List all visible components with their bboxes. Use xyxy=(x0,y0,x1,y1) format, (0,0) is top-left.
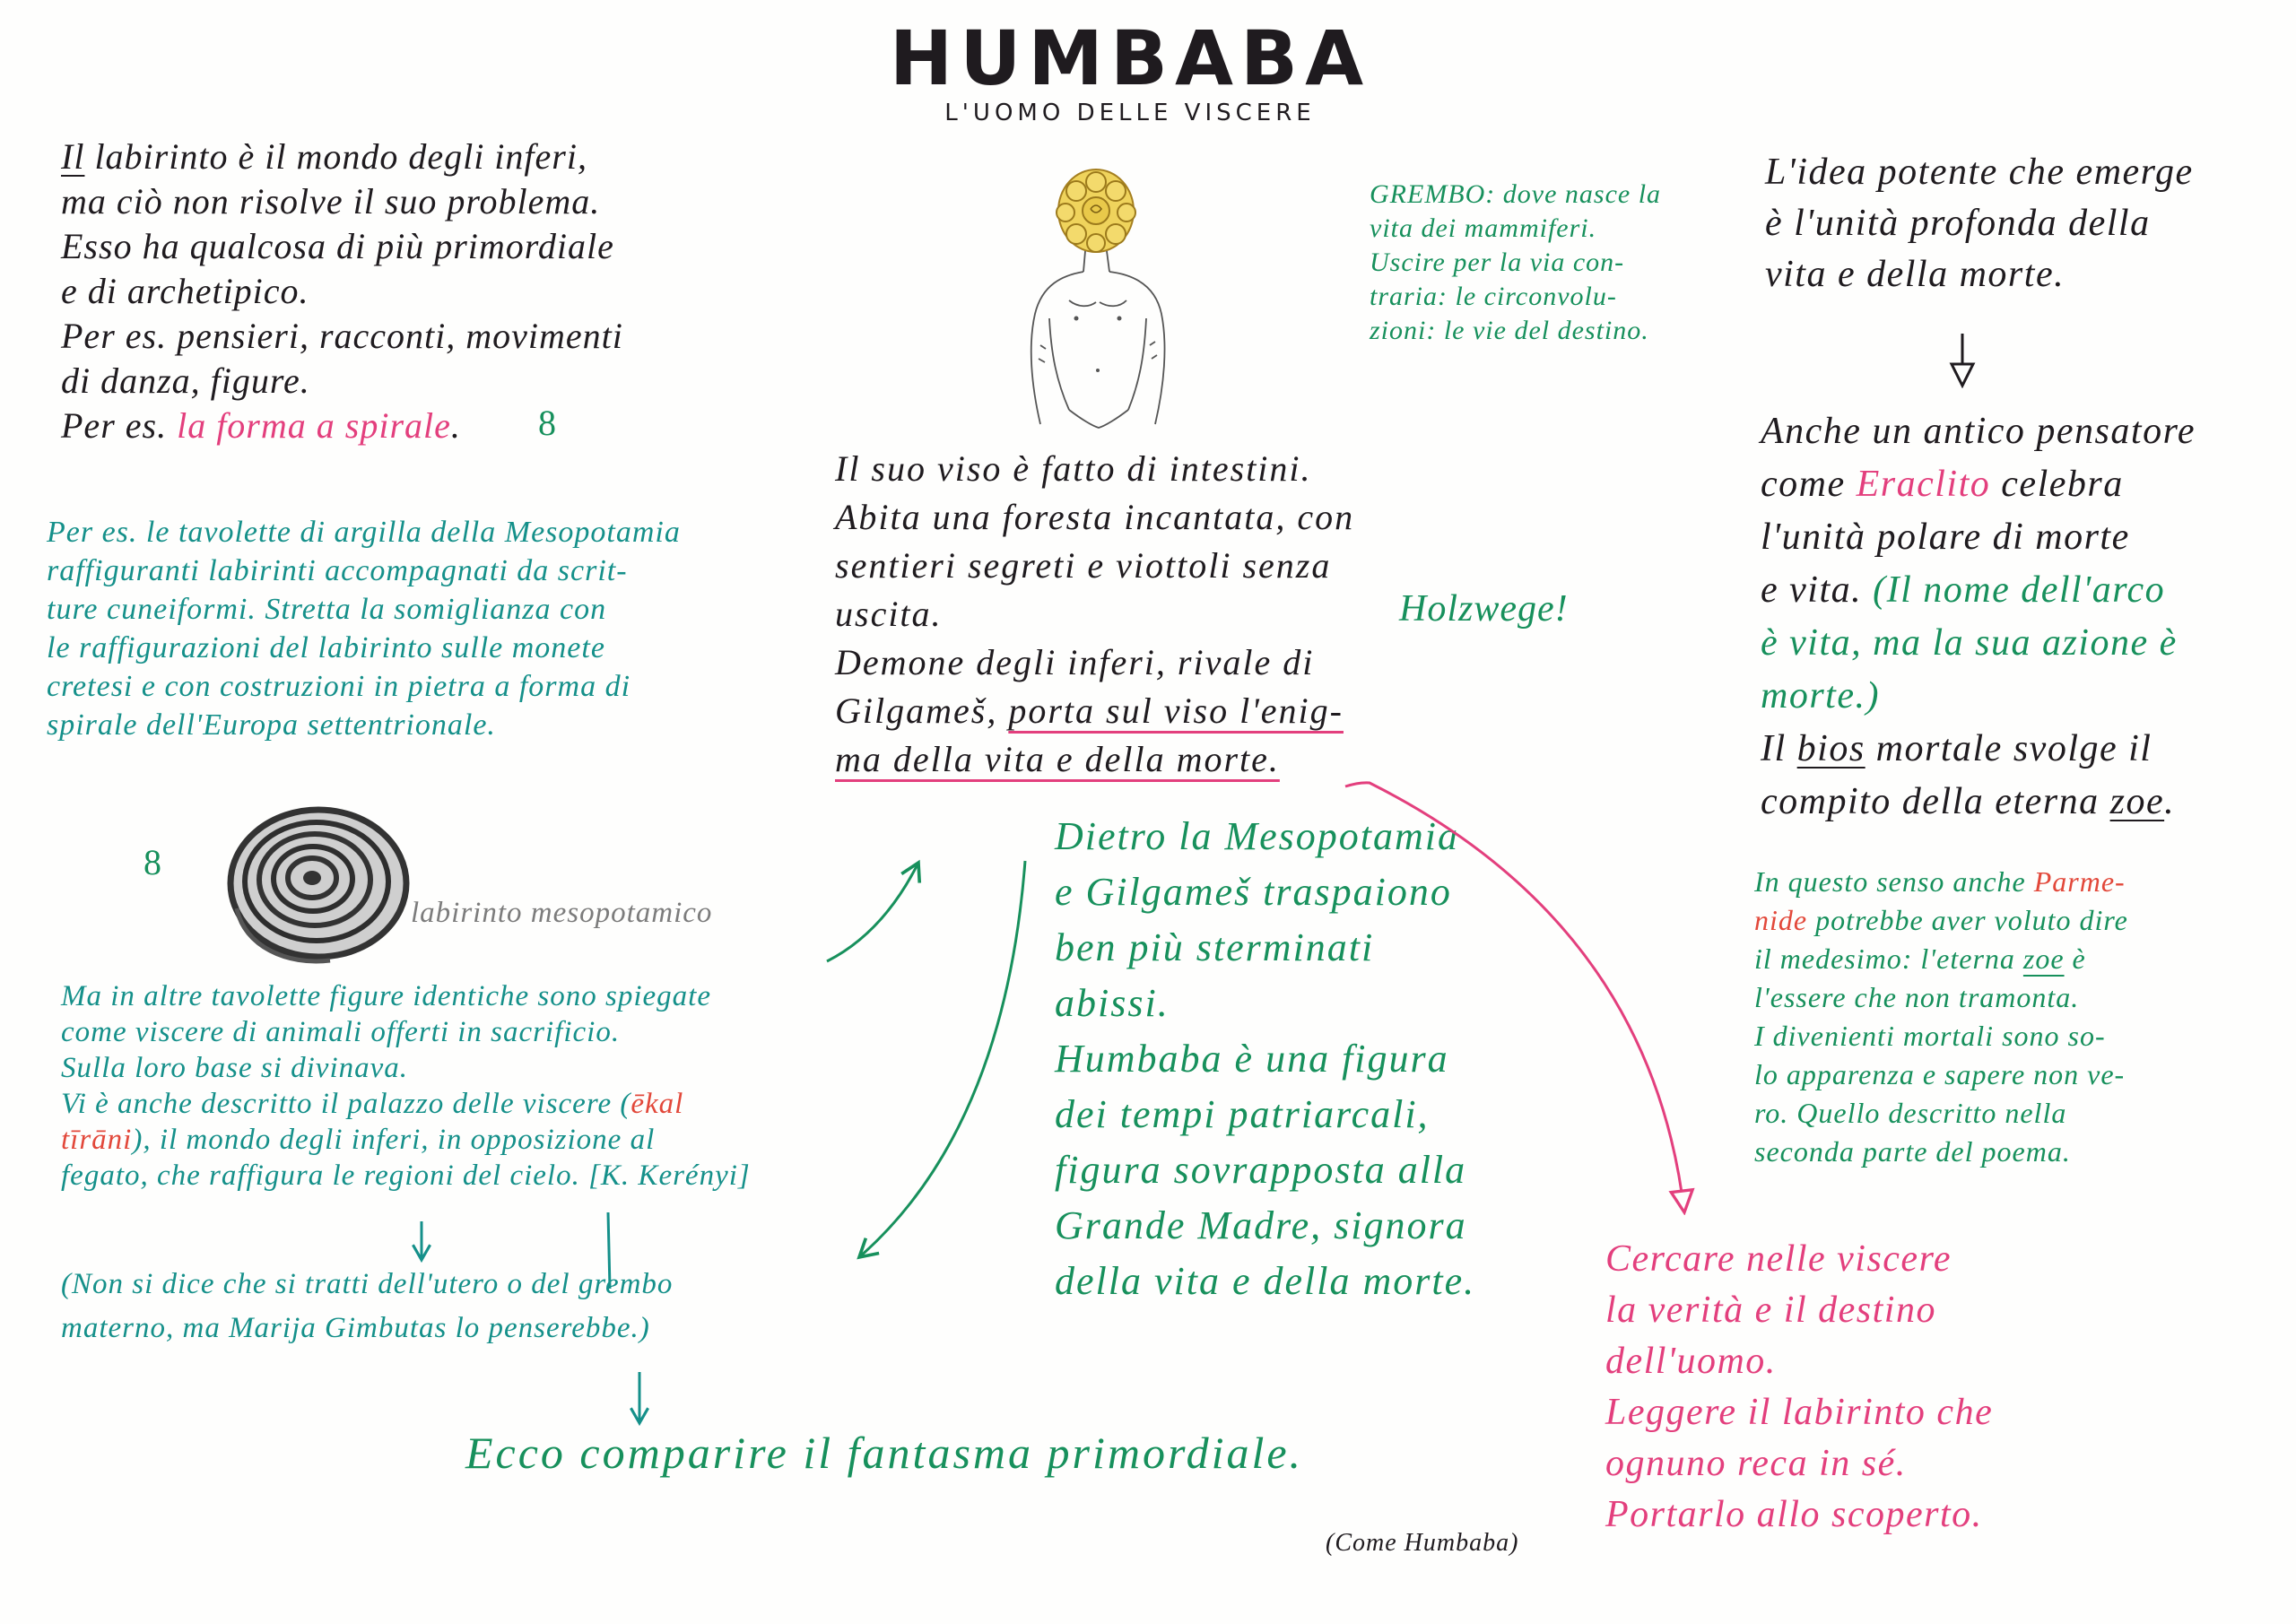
tablets-line xyxy=(47,667,681,706)
tablets-line xyxy=(47,590,681,629)
womb-text: vita dei mammiferi. xyxy=(1370,213,1597,243)
viscera-text: Sulla loro base si divinava. xyxy=(61,1052,409,1084)
unity-line xyxy=(1765,147,2194,198)
heraclitus-text: bios xyxy=(1796,728,1866,769)
heraclitus-text: . xyxy=(2164,781,2176,822)
intro-text: Esso ha qualcosa di più primordiale xyxy=(61,226,614,266)
life-death-unity-note xyxy=(1765,147,2194,300)
parmenides-line xyxy=(1754,1055,2128,1094)
tablets-text: raffiguranti labirinti accompagnati da scrit- xyxy=(47,554,628,587)
heraclitus-text: Il xyxy=(1761,728,1797,769)
parmenides-text: seconda parte del poema. xyxy=(1754,1135,2071,1168)
viscera-text: Vi è anche descritto il palazzo delle viscere ( xyxy=(61,1088,631,1120)
arrow-to-face-note xyxy=(827,863,918,961)
viscera-line xyxy=(61,978,751,1014)
intro-text: Il xyxy=(61,136,85,177)
parmenides-text: lo apparenza e sapere non ve- xyxy=(1754,1058,2126,1090)
abyss-text: dei tempi patriarcali, xyxy=(1055,1092,1430,1136)
intro-text: labirinto è il mondo degli inferi, xyxy=(84,136,587,177)
parmenides-line xyxy=(1754,1017,2128,1055)
parmenides-line xyxy=(1754,978,2128,1017)
phantom-line xyxy=(465,1426,1303,1480)
heraclitus-text: compito della eterna xyxy=(1761,781,2110,822)
intro-line xyxy=(61,314,623,359)
search-line xyxy=(1605,1438,1993,1489)
parmenides-text: Parme- xyxy=(2033,865,2126,898)
face-text: uscita. xyxy=(835,594,943,634)
face-line xyxy=(835,445,1354,493)
heraclitus-line xyxy=(1761,511,2196,564)
abyss-line xyxy=(1055,920,1475,976)
abyss-text: e Gilgameš traspaiono xyxy=(1055,870,1452,914)
abyss-text: figura sovrapposta alla xyxy=(1055,1148,1467,1192)
gimbutas-line xyxy=(61,1263,673,1307)
page-title: HUMBABA xyxy=(889,14,1371,102)
unity-text: è l'unità profonda della xyxy=(1765,203,2151,244)
heraclitus-text: (Il nome dell'arco xyxy=(1873,569,2166,611)
abyss-text: ben più sterminati xyxy=(1055,925,1375,969)
search-viscera-note xyxy=(1605,1234,1993,1541)
viscera-text: tīrāni xyxy=(61,1124,133,1156)
search-text: dell'uomo. xyxy=(1605,1341,1777,1382)
heraclitus-line xyxy=(1761,723,2196,776)
parmenides-line xyxy=(1754,863,2128,901)
page-subtitle: L'UOMO DELLE VISCERE xyxy=(944,100,1316,126)
abyss-line xyxy=(1055,1031,1475,1087)
womb-text: traria: le circonvolu- xyxy=(1370,282,1617,311)
intro-line xyxy=(61,359,623,404)
search-line xyxy=(1605,1285,1993,1336)
face-text: Gilgameš, xyxy=(835,690,1009,731)
viscera-text: fegato, che raffigura le regioni del cielo. [K. Kerényi] xyxy=(61,1159,751,1192)
parmenides-text: In questo senso anche xyxy=(1754,865,2034,898)
parmenides-text: è xyxy=(2064,942,2086,975)
parmenides-line xyxy=(1754,1094,2128,1133)
parmenides-text: il medesimo: l'eterna xyxy=(1754,942,2023,975)
face-line xyxy=(835,735,1354,784)
parmenides-note xyxy=(1754,863,2128,1171)
face-text: ma della vita e della morte. xyxy=(835,739,1280,779)
intro-text: e di archetipico. xyxy=(61,271,309,311)
search-text: Leggere il labirinto che xyxy=(1605,1392,1994,1433)
intro-line xyxy=(61,135,623,179)
viscera-line xyxy=(61,1158,751,1194)
parmenides-line xyxy=(1754,1133,2128,1171)
womb-line xyxy=(1370,212,1661,246)
unity-line xyxy=(1765,249,2194,300)
heraclitus-line xyxy=(1761,458,2196,511)
womb-text: GREMBO: dove nasce la xyxy=(1370,179,1662,209)
heraclitus-line xyxy=(1761,405,2196,458)
face-line xyxy=(835,590,1354,638)
parmenides-text: ro. Quello descritto nella xyxy=(1754,1097,2067,1129)
spiral-caption: labirinto mesopotamico xyxy=(411,897,713,929)
viscera-text: ), il mondo degli inferi, in opposizione al xyxy=(132,1124,656,1156)
search-line xyxy=(1605,1336,1993,1387)
spiral-labyrinth-drawing xyxy=(224,803,413,968)
gimbutas-line xyxy=(61,1307,673,1350)
tablets-text: le raffigurazioni del labirinto sulle monete xyxy=(47,631,605,664)
unity-line xyxy=(1765,198,2194,249)
viscera-line xyxy=(61,1050,751,1086)
tablets-text: cretesi e con costruzioni in pietra a forma di xyxy=(47,670,631,703)
parmenides-text: potrebbe aver voluto dire xyxy=(1807,904,2128,936)
intro-text: di danza, figure. xyxy=(61,360,310,401)
humbaba-figure-drawing xyxy=(1013,166,1179,430)
search-text: Cercare nelle viscere xyxy=(1605,1238,1952,1280)
come-humbaba-note: (Come Humbaba) xyxy=(1326,1529,1519,1557)
viscera-text: come viscere di animali offerti in sacrificio. xyxy=(61,1016,621,1048)
search-line xyxy=(1605,1387,1993,1438)
heraclitus-text: e vita. xyxy=(1761,569,1874,611)
heraclitus-text: celebra xyxy=(1990,464,2124,505)
intro-line xyxy=(61,269,623,314)
parmenides-text: l'essere che non tramonta. xyxy=(1754,981,2080,1013)
face-line xyxy=(835,493,1354,542)
viscera-line xyxy=(61,1086,751,1122)
viscera-tablets-note xyxy=(61,978,751,1194)
phantom-text: Ecco comparire il fantasma primordiale. xyxy=(465,1428,1304,1478)
abyss-note xyxy=(1055,809,1475,1309)
tablets-line xyxy=(47,551,681,590)
womb-text: Uscire per la via con- xyxy=(1370,248,1625,277)
tablets-text: spirale dell'Europa settentrionale. xyxy=(47,708,496,742)
spiral-reference-number: 8 xyxy=(538,403,556,443)
heraclitus-text: Eraclito xyxy=(1856,464,1991,505)
face-text: Abita una foresta incantata, con xyxy=(835,497,1355,537)
face-line xyxy=(835,687,1354,735)
abyss-line xyxy=(1055,1142,1475,1198)
abyss-text: della vita e della morte. xyxy=(1055,1259,1476,1303)
heraclitus-text: l'unità polare di morte xyxy=(1761,517,2130,558)
face-text: porta sul viso l'enig- xyxy=(1008,690,1344,731)
heraclitus-text: morte.) xyxy=(1761,675,1880,716)
search-text: la verità e il destino xyxy=(1605,1290,1936,1331)
tablets-text: ture cuneiformi. Stretta la somiglianza con xyxy=(47,593,607,626)
womb-line xyxy=(1370,178,1661,212)
heraclitus-text: Anche un antico pensatore xyxy=(1761,411,2196,452)
face-text: Il suo viso è fatto di intestini. xyxy=(835,448,1312,489)
parmenides-text: zoe xyxy=(2022,942,2065,975)
abyss-line xyxy=(1055,864,1475,920)
abyss-line xyxy=(1055,1254,1475,1309)
humbaba-face-note xyxy=(835,445,1354,784)
abyss-text: Dietro la Mesopotamia xyxy=(1055,814,1459,858)
heraclitus-text: zoe xyxy=(2109,781,2165,822)
intro-line xyxy=(61,224,623,269)
abyss-line xyxy=(1055,1198,1475,1254)
intro-text: Per es. xyxy=(61,405,178,446)
womb-line xyxy=(1370,246,1661,280)
unity-text: vita e della morte. xyxy=(1765,254,2066,295)
intro-text: Per es. pensieri, racconti, movimenti xyxy=(61,316,623,356)
abyss-line xyxy=(1055,1087,1475,1142)
gimbutas-text: (Non si dice che si tratti dell'utero o del grembo xyxy=(61,1268,674,1300)
heraclitus-line xyxy=(1761,617,2196,670)
intro-text: la forma a spirale xyxy=(177,405,451,446)
parmenides-line xyxy=(1754,940,2128,978)
intro-line xyxy=(61,179,623,224)
parmenides-line xyxy=(1754,901,2128,940)
womb-line xyxy=(1370,314,1661,348)
clay-tablets-note xyxy=(47,513,681,744)
tablets-line xyxy=(47,513,681,551)
arrow-to-viscera-note xyxy=(859,861,1025,1257)
tablets-text: Per es. le tavolette di argilla della Mesopotamia xyxy=(47,516,681,549)
spiral-reference-number: 8 xyxy=(144,842,161,882)
viscera-text: ēkal xyxy=(631,1088,684,1120)
abyss-text: Humbaba è una figura xyxy=(1055,1037,1449,1081)
gimbutas-note xyxy=(61,1263,673,1350)
intro-text: . xyxy=(450,405,461,446)
womb-text: zioni: le vie del destino. xyxy=(1370,316,1649,345)
abyss-text: Grande Madre, signora xyxy=(1055,1203,1467,1247)
search-text: Portarlo allo scoperto. xyxy=(1605,1494,1983,1535)
womb-line xyxy=(1370,280,1661,314)
heraclitus-line xyxy=(1761,776,2196,829)
heraclitus-line xyxy=(1761,564,2196,617)
heraclitus-text: mortale svolge il xyxy=(1865,728,2152,769)
face-text: sentieri segreti e viottoli senza xyxy=(835,545,1332,586)
heraclitus-line xyxy=(1761,670,2196,723)
search-line xyxy=(1605,1489,1993,1541)
parmenides-text: nide xyxy=(1754,904,1808,936)
intro-text: ma ciò non risolve il suo problema. xyxy=(61,181,601,221)
face-text: Demone degli inferi, rivale di xyxy=(835,642,1315,682)
abyss-text: abissi. xyxy=(1055,981,1170,1025)
unity-text: L'idea potente che emerge xyxy=(1765,152,2194,193)
search-line xyxy=(1605,1234,1993,1285)
heraclitus-text: è vita, ma la sua azione è xyxy=(1761,622,2178,664)
face-line xyxy=(835,638,1354,687)
abyss-line xyxy=(1055,976,1475,1031)
viscera-text: Ma in altre tavolette figure identiche sono spiegate xyxy=(61,980,711,1012)
parmenides-text: I divenienti mortali sono so- xyxy=(1754,1020,2106,1052)
primordial-phantom-note xyxy=(465,1426,1303,1480)
gimbutas-text: materno, ma Marija Gimbutas lo penserebbe.) xyxy=(61,1312,650,1344)
abyss-line xyxy=(1055,809,1475,864)
viscera-line xyxy=(61,1122,751,1158)
womb-note xyxy=(1370,178,1661,348)
holzwege-exclamation: Holzwege! xyxy=(1399,588,1569,630)
tablets-line xyxy=(47,629,681,667)
tablets-line xyxy=(47,706,681,744)
face-line xyxy=(835,542,1354,590)
viscera-line xyxy=(61,1014,751,1050)
search-text: ognuno reca in sé. xyxy=(1605,1443,1907,1484)
heraclitus-text: come xyxy=(1761,464,1857,505)
heraclitus-note xyxy=(1761,405,2196,829)
